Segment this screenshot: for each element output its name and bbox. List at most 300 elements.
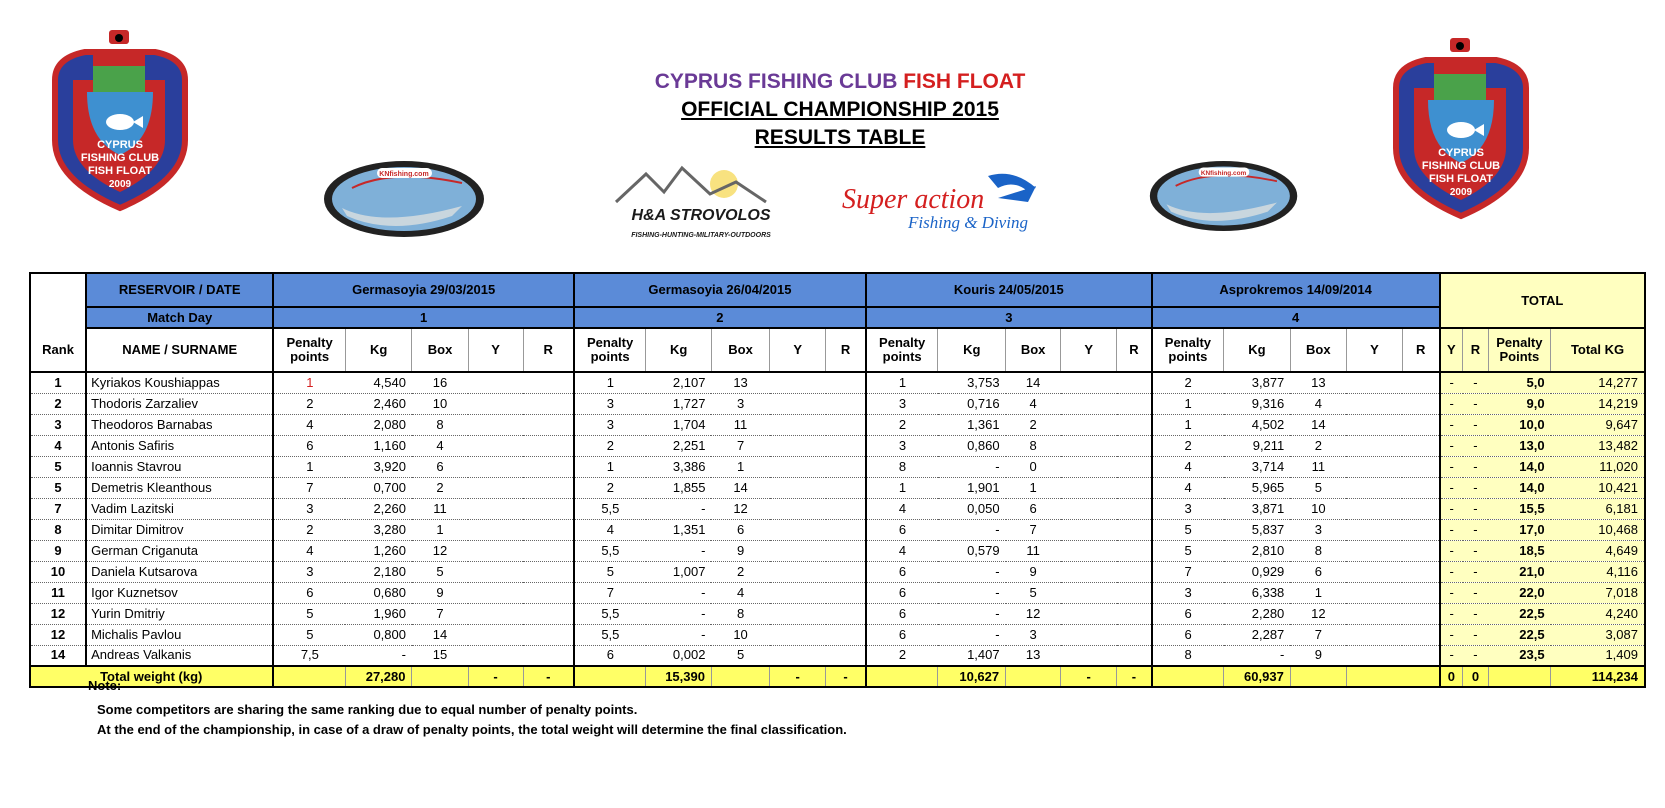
table-row	[30, 603, 1645, 624]
competitor-name: Daniela Kutsarova	[86, 561, 273, 582]
round-4-kg: 9,316	[1224, 393, 1291, 414]
round-2-r	[826, 498, 866, 519]
round-1-box: 5	[412, 561, 468, 582]
round-2-box: 6	[711, 519, 769, 540]
total-r4-kg: 60,937	[1224, 666, 1291, 687]
shield-text-4: 2009	[1449, 187, 1473, 198]
total-r: -	[1463, 603, 1488, 624]
round-4-box: 5	[1290, 477, 1346, 498]
table-row	[30, 561, 1645, 582]
round-4-penalty: 3	[1152, 498, 1224, 519]
round-2-y	[770, 435, 826, 456]
round-2-box: 12	[711, 498, 769, 519]
round-1-box: 15	[412, 645, 468, 666]
knfishing-logo-left	[322, 158, 487, 245]
competitor-name: Yurin Dmitriy	[86, 603, 273, 624]
shield-text-3: FISH FLOAT	[88, 165, 152, 177]
round-3-y	[1061, 624, 1117, 645]
round-2-y	[770, 477, 826, 498]
table-row	[30, 519, 1645, 540]
total-kg: 4,240	[1551, 603, 1645, 624]
total-r4-box	[1290, 666, 1346, 687]
round-2-box: 11	[711, 414, 769, 435]
r1-penalty-header: Penalty points	[273, 328, 345, 372]
competitor-name: Andreas Valkanis	[86, 645, 273, 666]
total-y: -	[1440, 435, 1463, 456]
round-3-penalty: 3	[866, 393, 938, 414]
round-2-kg: -	[646, 603, 712, 624]
round-1-y	[468, 414, 523, 435]
total-y: -	[1440, 540, 1463, 561]
round-2-box: 9	[711, 540, 769, 561]
total-r2-spacer	[574, 666, 646, 687]
rank-cell: 5	[30, 477, 86, 498]
round-3-box: 7	[1006, 519, 1061, 540]
round-3-penalty: 6	[866, 582, 938, 603]
round-3-y	[1061, 519, 1117, 540]
round-2-box: 10	[711, 624, 769, 645]
total-r3-r: -	[1117, 666, 1152, 687]
round-4-r	[1402, 372, 1439, 393]
round-2-r	[826, 477, 866, 498]
round-3-y	[1061, 456, 1117, 477]
total-penalty-points: 14,0	[1488, 456, 1550, 477]
round-1-box: 4	[412, 435, 468, 456]
total-r2-r: -	[826, 666, 866, 687]
total-y: -	[1440, 645, 1463, 666]
round-4-penalty: 6	[1152, 603, 1224, 624]
round-2-r	[826, 561, 866, 582]
total-r4-y	[1346, 666, 1402, 687]
round-3-kg: -	[938, 603, 1006, 624]
round-2-penalty: 1	[574, 372, 646, 393]
strovolos-logo	[606, 162, 796, 247]
round-1-r	[523, 372, 574, 393]
round-2-box: 1	[711, 456, 769, 477]
total-penalty-points: 22,5	[1488, 603, 1550, 624]
r4-penalty-header: Penalty points	[1152, 328, 1224, 372]
total-penalty-sum	[1488, 666, 1550, 687]
total-row-spacer	[30, 666, 86, 687]
round-1-y	[468, 582, 523, 603]
total-r-header: R	[1463, 328, 1488, 372]
round-4-r	[1402, 498, 1439, 519]
round-1-kg: 1,260	[345, 540, 412, 561]
round-1-penalty: 4	[273, 540, 345, 561]
club-logo-left	[45, 30, 195, 220]
round-3-r	[1117, 561, 1152, 582]
round-4-r	[1402, 582, 1439, 603]
round-1-kg: 2,180	[345, 561, 412, 582]
r3-box-header: Box	[1006, 328, 1061, 372]
round-4-y	[1346, 645, 1402, 666]
round-3-penalty: 3	[866, 435, 938, 456]
round-4-r	[1402, 414, 1439, 435]
total-penalty-points: 22,5	[1488, 624, 1550, 645]
round-3-kg: 1,407	[938, 645, 1006, 666]
total-penalty-points: 5,0	[1488, 372, 1550, 393]
round-4-box: 10	[1290, 498, 1346, 519]
round-4-y	[1346, 582, 1402, 603]
round-4-y	[1346, 561, 1402, 582]
round-3-y	[1061, 372, 1117, 393]
round-3-y	[1061, 393, 1117, 414]
round-1-box: 7	[412, 603, 468, 624]
results-table	[29, 272, 1646, 688]
round-1-penalty: 5	[273, 624, 345, 645]
round-1-penalty: 3	[273, 498, 345, 519]
round-4-box: 13	[1290, 372, 1346, 393]
round-3-kg: -	[938, 519, 1006, 540]
round-4-penalty: 8	[1152, 645, 1224, 666]
results-table-title: RESULTS TABLE	[754, 126, 926, 149]
round-2-day: 2	[574, 307, 866, 328]
r4-y-header: Y	[1346, 328, 1402, 372]
round-4-penalty: 4	[1152, 456, 1224, 477]
round-4-kg: 2,810	[1224, 540, 1291, 561]
round-1-r	[523, 498, 574, 519]
round-1-day: 1	[273, 307, 574, 328]
round-2-penalty: 5,5	[574, 624, 646, 645]
rank-cell: 4	[30, 435, 86, 456]
round-3-day: 3	[866, 307, 1152, 328]
total-r3-box	[1006, 666, 1061, 687]
total-penalty-points: 15,5	[1488, 498, 1550, 519]
knfishing-logo-right	[1148, 155, 1300, 242]
total-penalty-points: 13,0	[1488, 435, 1550, 456]
round-4-day: 4	[1152, 307, 1440, 328]
round-3-kg: -	[938, 456, 1006, 477]
round-4-y	[1346, 435, 1402, 456]
round-2-box: 2	[711, 561, 769, 582]
round-4-penalty: 7	[1152, 561, 1224, 582]
r4-box-header: Box	[1290, 328, 1346, 372]
round-2-y	[770, 645, 826, 666]
round-1-kg: 3,280	[345, 519, 412, 540]
round-4-kg: 2,287	[1224, 624, 1291, 645]
round-1-kg: 2,080	[345, 414, 412, 435]
round-4-y	[1346, 624, 1402, 645]
round-1-penalty: 7	[273, 477, 345, 498]
round-2-penalty: 6	[574, 645, 646, 666]
total-r: -	[1463, 561, 1488, 582]
round-2-r	[826, 645, 866, 666]
round-3-penalty: 1	[866, 372, 938, 393]
round-4-r	[1402, 456, 1439, 477]
round-2-kg: 2,251	[646, 435, 712, 456]
round-4-kg: 6,338	[1224, 582, 1291, 603]
total-kg: 14,219	[1551, 393, 1645, 414]
table-row	[30, 393, 1645, 414]
round-1-box: 6	[412, 456, 468, 477]
round-3-box: 14	[1006, 372, 1061, 393]
round-1-r	[523, 393, 574, 414]
round-2-r	[826, 372, 866, 393]
total-kg: 10,468	[1551, 519, 1645, 540]
total-penalty-points: 14,0	[1488, 477, 1550, 498]
total-kg: 4,649	[1551, 540, 1645, 561]
round-2-y	[770, 561, 826, 582]
round-2-penalty: 7	[574, 582, 646, 603]
competitor-name: Ioannis Stavrou	[86, 456, 273, 477]
round-1-box: 8	[412, 414, 468, 435]
round-4-box: 11	[1290, 456, 1346, 477]
round-3-penalty: 4	[866, 498, 938, 519]
round-3-penalty: 6	[866, 603, 938, 624]
r3-kg-header: Kg	[938, 328, 1006, 372]
round-2-penalty: 5,5	[574, 603, 646, 624]
round-3-y	[1061, 435, 1117, 456]
total-kg: 9,647	[1551, 414, 1645, 435]
round-4-y	[1346, 414, 1402, 435]
total-kg: 10,421	[1551, 477, 1645, 498]
round-1-kg: 1,160	[345, 435, 412, 456]
r3-y-header: Y	[1061, 328, 1117, 372]
round-3-box: 3	[1006, 624, 1061, 645]
table-row	[30, 540, 1645, 561]
round-4-r	[1402, 435, 1439, 456]
strovolos-sub: FISHING-HUNTING-MILITARY-OUTDOORS	[631, 232, 771, 239]
total-penalty-points: 23,5	[1488, 645, 1550, 666]
table-row	[30, 624, 1645, 645]
round-4-box: 3	[1290, 519, 1346, 540]
round-3-r	[1117, 603, 1152, 624]
round-1-box: 1	[412, 519, 468, 540]
round-2-y	[770, 603, 826, 624]
round-2-penalty: 3	[574, 393, 646, 414]
table-row	[30, 582, 1645, 603]
rank-cell: 9	[30, 540, 86, 561]
round-2-box: 14	[711, 477, 769, 498]
total-r2-y: -	[770, 666, 826, 687]
round-1-penalty: 4	[273, 414, 345, 435]
round-3-r	[1117, 435, 1152, 456]
competitor-name: Dimitar Dimitrov	[86, 519, 273, 540]
round-3-r	[1117, 393, 1152, 414]
round-1-y	[468, 372, 523, 393]
round-3-box: 1	[1006, 477, 1061, 498]
round-2-penalty: 4	[574, 519, 646, 540]
round-2-box: 4	[711, 582, 769, 603]
round-2-kg: -	[646, 540, 712, 561]
round-3-box: 12	[1006, 603, 1061, 624]
r2-kg-header: Kg	[646, 328, 712, 372]
round-1-y	[468, 477, 523, 498]
round-3-penalty: 8	[866, 456, 938, 477]
round-4-y	[1346, 393, 1402, 414]
round-2-r	[826, 519, 866, 540]
competitor-name: Demetris Kleanthous	[86, 477, 273, 498]
round-3-r	[1117, 540, 1152, 561]
club-name-accent: FISH FLOAT	[903, 70, 1026, 93]
total-kg: 4,116	[1551, 561, 1645, 582]
round-2-r	[826, 540, 866, 561]
total-y: -	[1440, 498, 1463, 519]
round-3-penalty: 2	[866, 414, 938, 435]
round-1-penalty: 1	[273, 456, 345, 477]
r3-penalty-header: Penalty points	[866, 328, 938, 372]
table-row	[30, 645, 1645, 666]
round-1-box: 2	[412, 477, 468, 498]
round-4-penalty: 5	[1152, 540, 1224, 561]
round-1-kg: 2,260	[345, 498, 412, 519]
round-3-box: 5	[1006, 582, 1061, 603]
r2-y-header: Y	[770, 328, 826, 372]
rank-cell: 2	[30, 393, 86, 414]
r4-kg-header: Kg	[1224, 328, 1291, 372]
total-y: -	[1440, 393, 1463, 414]
total-y: -	[1440, 414, 1463, 435]
round-4-y	[1346, 540, 1402, 561]
round-3-box: 9	[1006, 561, 1061, 582]
header-row-venue	[30, 273, 1645, 307]
round-4-r	[1402, 540, 1439, 561]
round-4-venue: Asprokremos 14/09/2014	[1152, 273, 1440, 307]
round-4-r	[1402, 561, 1439, 582]
round-3-box: 13	[1006, 645, 1061, 666]
round-2-kg: -	[646, 498, 712, 519]
shield-text-3: FISH FLOAT	[1429, 173, 1493, 185]
round-4-penalty: 5	[1152, 519, 1224, 540]
round-1-y	[468, 561, 523, 582]
rank-cell: 10	[30, 561, 86, 582]
total-y: -	[1440, 456, 1463, 477]
round-2-penalty: 5	[574, 561, 646, 582]
r4-r-header: R	[1402, 328, 1439, 372]
round-4-penalty: 2	[1152, 372, 1224, 393]
round-2-box: 3	[711, 393, 769, 414]
superaction-sub: Fishing & Diving	[908, 213, 1028, 232]
total-kg: 7,018	[1551, 582, 1645, 603]
r1-box-header: Box	[412, 328, 468, 372]
round-1-box: 14	[412, 624, 468, 645]
round-2-r	[826, 582, 866, 603]
round-4-box: 4	[1290, 393, 1346, 414]
round-3-r	[1117, 414, 1152, 435]
total-penalty-points: 18,5	[1488, 540, 1550, 561]
round-1-y	[468, 393, 523, 414]
round-2-y	[770, 372, 826, 393]
round-1-kg: 2,460	[345, 393, 412, 414]
round-3-kg: 3,753	[938, 372, 1006, 393]
total-kg: 14,277	[1551, 372, 1645, 393]
round-4-kg: 5,965	[1224, 477, 1291, 498]
round-2-r	[826, 624, 866, 645]
round-4-box: 8	[1290, 540, 1346, 561]
total-penalty-points: 21,0	[1488, 561, 1550, 582]
r2-penalty-header: Penalty points	[574, 328, 646, 372]
note-line-2: At the end of the championship, in case of a draw of penalty points, the total weight will determine the final classification.	[97, 722, 847, 737]
total-r: -	[1463, 540, 1488, 561]
round-2-kg: 0,002	[646, 645, 712, 666]
total-r: -	[1463, 519, 1488, 540]
round-4-penalty: 1	[1152, 393, 1224, 414]
round-3-r	[1117, 498, 1152, 519]
total-r-sum: 0	[1463, 666, 1488, 687]
round-2-box: 13	[711, 372, 769, 393]
round-1-box: 10	[412, 393, 468, 414]
results-body	[30, 372, 1645, 666]
total-r2-kg: 15,390	[646, 666, 712, 687]
round-1-r	[523, 414, 574, 435]
round-3-kg: 1,361	[938, 414, 1006, 435]
round-3-kg: 0,716	[938, 393, 1006, 414]
round-3-y	[1061, 540, 1117, 561]
round-1-y	[468, 498, 523, 519]
round-2-venue: Germasoyia 26/04/2015	[574, 273, 866, 307]
total-kg: 13,482	[1551, 435, 1645, 456]
round-2-y	[770, 498, 826, 519]
round-3-box: 8	[1006, 435, 1061, 456]
round-2-box: 7	[711, 435, 769, 456]
round-1-kg: 1,960	[345, 603, 412, 624]
total-r1-y: -	[468, 666, 523, 687]
round-4-r	[1402, 624, 1439, 645]
round-1-penalty: 3	[273, 561, 345, 582]
round-3-box: 2	[1006, 414, 1061, 435]
round-2-penalty: 5,5	[574, 498, 646, 519]
round-3-box: 6	[1006, 498, 1061, 519]
r1-y-header: Y	[468, 328, 523, 372]
round-3-kg: 0,579	[938, 540, 1006, 561]
total-r1-kg: 27,280	[345, 666, 412, 687]
round-2-kg: -	[646, 624, 712, 645]
total-r: -	[1463, 645, 1488, 666]
round-1-r	[523, 519, 574, 540]
r2-box-header: Box	[711, 328, 769, 372]
shield-text-4: 2009	[108, 179, 132, 190]
shield-text-1: CYPRUS	[97, 139, 143, 151]
round-4-penalty: 3	[1152, 582, 1224, 603]
total-kg: 6,181	[1551, 498, 1645, 519]
round-3-kg: -	[938, 561, 1006, 582]
total-r: -	[1463, 477, 1488, 498]
round-1-kg: -	[345, 645, 412, 666]
round-1-r	[523, 561, 574, 582]
total-kg-header: Total KG	[1551, 328, 1645, 372]
total-r: -	[1463, 435, 1488, 456]
round-1-r	[523, 603, 574, 624]
total-header: TOTAL	[1440, 273, 1646, 328]
shield-text-1: CYPRUS	[1438, 147, 1484, 159]
round-3-kg: 0,050	[938, 498, 1006, 519]
round-3-kg: 1,901	[938, 477, 1006, 498]
total-y-sum: 0	[1440, 666, 1463, 687]
round-3-venue: Kouris 24/05/2015	[866, 273, 1152, 307]
round-2-box: 5	[711, 645, 769, 666]
header-row-matchday	[30, 307, 1645, 328]
round-1-y	[468, 456, 523, 477]
round-2-y	[770, 414, 826, 435]
round-2-kg: 1,351	[646, 519, 712, 540]
round-3-r	[1117, 456, 1152, 477]
round-2-kg: 1,855	[646, 477, 712, 498]
total-r: -	[1463, 372, 1488, 393]
round-3-y	[1061, 645, 1117, 666]
round-3-y	[1061, 498, 1117, 519]
round-2-kg: 3,386	[646, 456, 712, 477]
total-kg: 11,020	[1551, 456, 1645, 477]
round-4-penalty: 4	[1152, 477, 1224, 498]
total-r: -	[1463, 498, 1488, 519]
round-3-kg: -	[938, 582, 1006, 603]
round-1-box: 9	[412, 582, 468, 603]
club-logo-right	[1386, 38, 1536, 228]
total-penalty-points: 17,0	[1488, 519, 1550, 540]
total-kg: 1,409	[1551, 645, 1645, 666]
round-2-kg: -	[646, 582, 712, 603]
round-4-penalty: 2	[1152, 435, 1224, 456]
